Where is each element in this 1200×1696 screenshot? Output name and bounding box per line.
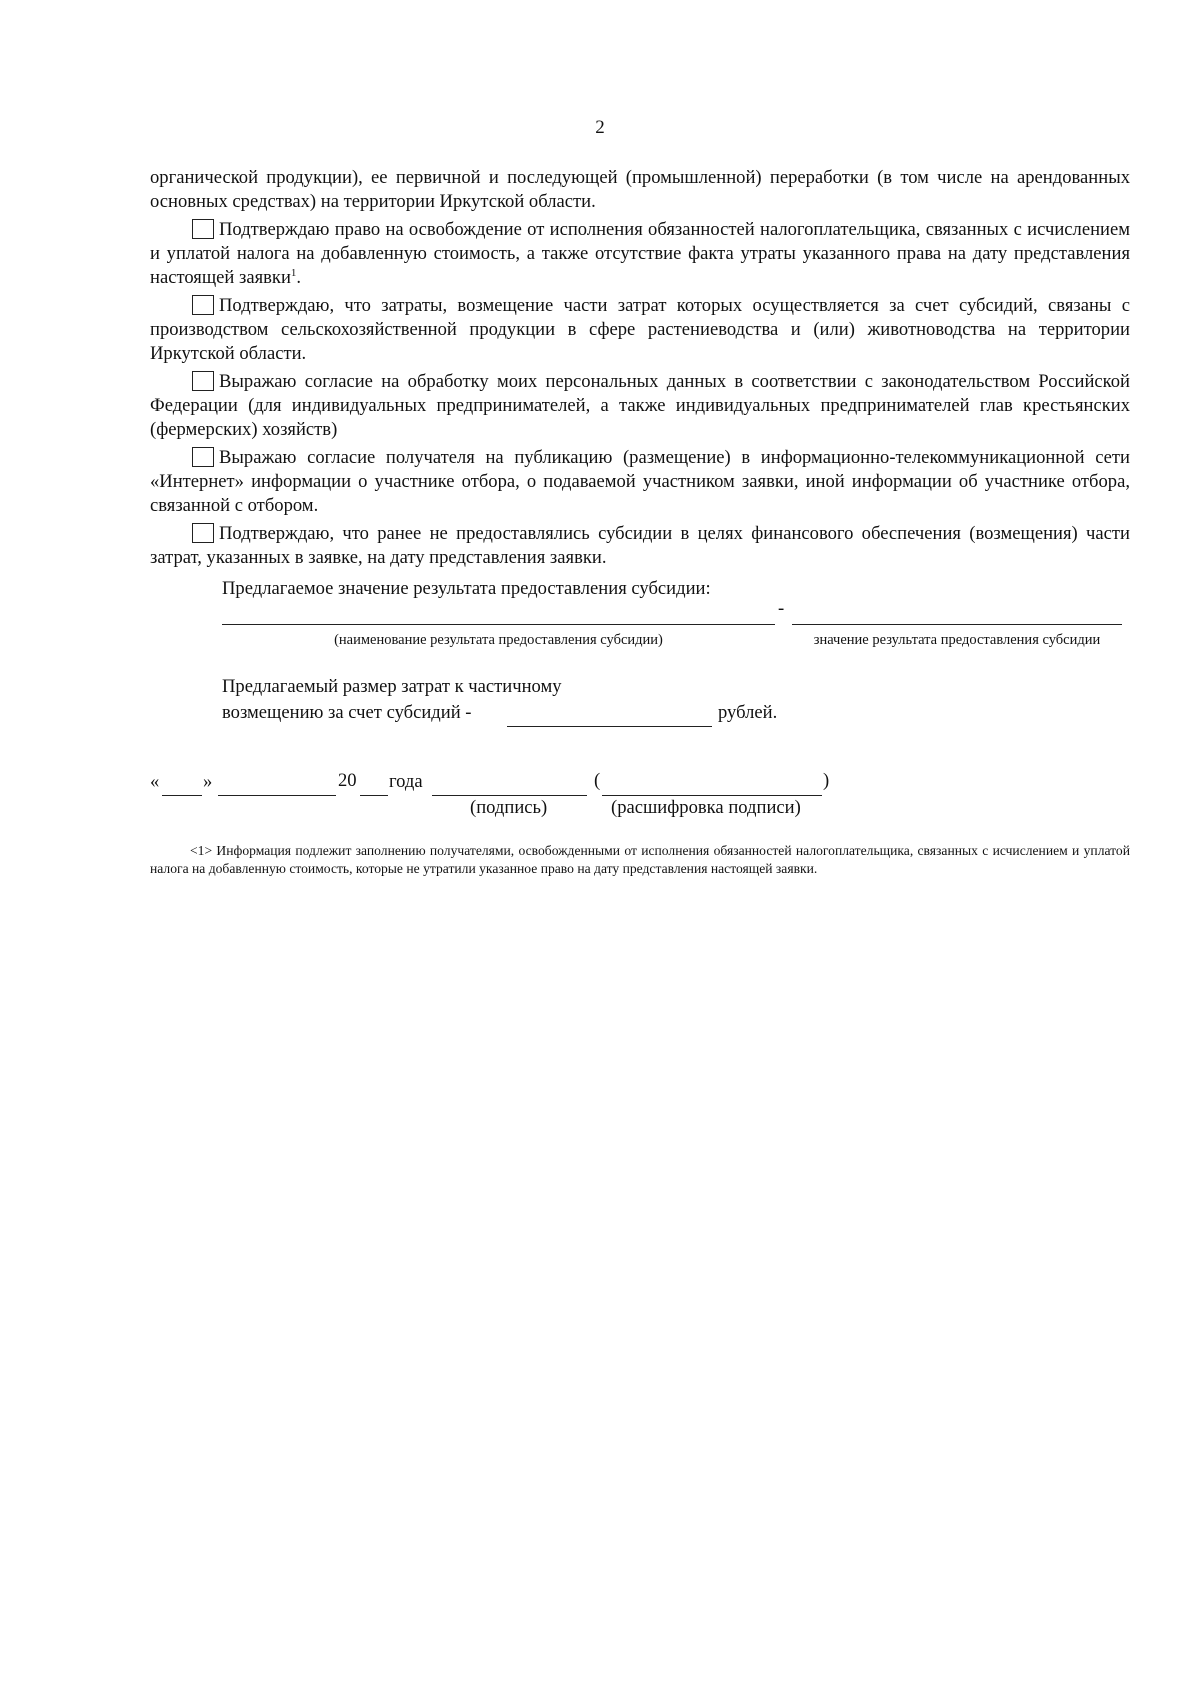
result-name-caption: (наименование результата предоставления субсидии) (334, 632, 663, 648)
decoding-close-paren: ) (823, 770, 830, 791)
checkbox-publication-consent[interactable] (192, 447, 214, 467)
checkbox-item-no-prior-subsidies (150, 522, 1130, 570)
costs-line2-prefix: возмещению за счет субсидий - (222, 702, 472, 723)
checkbox-personal-data[interactable] (192, 371, 214, 391)
checkbox-item-personal-data (150, 370, 1130, 442)
decoding-open-paren: ( (594, 770, 601, 791)
date-month-field[interactable] (218, 773, 336, 796)
date-close-quote: » (203, 771, 213, 792)
date-open-quote: « (150, 771, 160, 792)
costs-amount-field[interactable] (507, 704, 712, 727)
checkbox-label-vat-exemption: Подтверждаю право на освобождение от исполнения обязанностей налогоплательщика, связанных с исчислением и уплатой налога на добавленную стоимость, а также отсутствие факта утраты указанного права на дату представления настоящей заявки (150, 219, 1130, 288)
checkbox-label-vat-exemption-end: . (296, 267, 302, 288)
checkbox-no-prior-subsidies[interactable] (192, 523, 214, 543)
footnote-text: <1> Информация подлежит заполнению получателями, освобожденными от исполнения обязанностей налогоплательщика, связанных с исчислением и уплатой налога на добавленную стоимость, которые не утратили указанное право на дату представления настоящей заявки. (150, 843, 1130, 876)
checkbox-vat-exemption[interactable] (192, 219, 214, 239)
checkbox-item-costs-related (150, 294, 1130, 366)
signature-field[interactable] (432, 773, 587, 796)
result-value-field[interactable] (792, 600, 1122, 625)
date-year-field[interactable] (360, 773, 388, 796)
checkbox-item-vat-exemption (150, 218, 1130, 290)
document-body (150, 166, 1130, 570)
result-heading: Предлагаемое значение результата предоставления субсидии: (222, 578, 711, 599)
costs-line2-suffix: рублей. (718, 702, 778, 723)
result-value-caption: значение результата предоставления субсидии (813, 632, 1101, 648)
checkbox-label-no-prior-subsidies: Подтверждаю, что ранее не предоставлялись субсидии в целях финансового обеспечения (возмещения) части затрат, указанных в заявке, на дату представления заявки. (150, 523, 1130, 568)
checkbox-label-publication-consent: Выражаю согласие получателя на публикацию (размещение) в информационно-телекоммуникационной сети «Интернет» информации о участнике отбора, о подаваемой участником заявки, иной информации об участнике отбора, связанной с отбором. (150, 447, 1130, 516)
checkbox-label-costs-related: Подтверждаю, что затраты, возмещение части затрат которых осуществляется за счет субсидий, связаны с производством сельскохозяйственной продукции в сфере растениеводства и (или) животноводства на территории Иркутской области. (150, 295, 1130, 364)
date-year-suffix: года (389, 771, 423, 792)
decoding-caption: (расшифровка подписи) (611, 797, 801, 818)
result-name-field[interactable] (222, 600, 775, 625)
checkbox-item-publication-consent (150, 446, 1130, 518)
page-number: 2 (595, 117, 605, 138)
footnote-ref: 1 (290, 266, 297, 279)
signature-caption: (подпись) (470, 797, 548, 818)
costs-line1: Предлагаемый размер затрат к частичному (222, 676, 562, 697)
date-day-field[interactable] (162, 773, 202, 796)
checkbox-label-personal-data: Выражаю согласие на обработку моих персональных данных в соответствии с законодательством Российской Федерации (для индивидуальных предпринимателей, а также индивидуальных предпринимателей глав крестьянских (фермерских) хозяйств) (150, 371, 1130, 440)
checkbox-costs-related[interactable] (192, 295, 214, 315)
result-dash: - (778, 598, 785, 619)
date-year-prefix: 20 (338, 770, 357, 791)
intro-paragraph: органической продукции), ее первичной и последующей (промышленной) переработки (в том числе на арендованных основных средствах) на территории Иркутской области. (150, 167, 1130, 212)
signature-decoding-field[interactable] (602, 773, 822, 796)
